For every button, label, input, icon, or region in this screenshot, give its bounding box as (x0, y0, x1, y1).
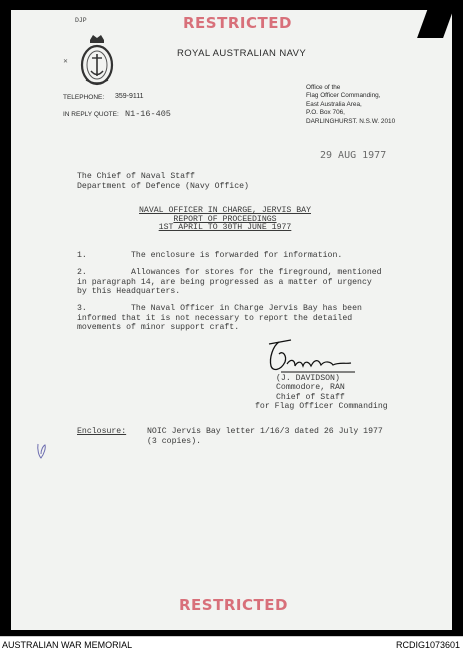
subject-line: NAVAL OFFICER IN CHARGE, JERVIS BAY (139, 206, 311, 215)
recipient-line: Department of Defence (Navy Office) (77, 181, 249, 191)
address-line: DARLINGHURST. N.S.W. 2010 (306, 117, 396, 125)
reply-quote-label: IN REPLY QUOTE: (63, 111, 119, 118)
paragraph-text: Allowances for stores for the fireground, mentioned (131, 268, 382, 277)
telephone-number: 359-9111 (115, 93, 144, 100)
organisation-name: ROYAL AUSTRALIAN NAVY (177, 48, 307, 59)
subject-line: REPORT OF PROCEEDINGS (173, 214, 277, 224)
footer-record-id: RCDIG1073601 (395, 640, 460, 650)
recipient-line: The Chief of Naval Staff (77, 172, 195, 181)
paragraph-text: in paragraph 14, are being progressed as a matter of urgency (77, 277, 372, 287)
footer-institution: AUSTRALIAN WAR MEMORIAL (2, 640, 133, 650)
telephone-label: TELEPHONE: (63, 94, 105, 101)
recipient-block (77, 172, 249, 191)
bottom-restricted-stamp: RESTRICTED (179, 596, 288, 614)
signatory-on-behalf: for Flag Officer Commanding (255, 402, 388, 412)
crest-mark-icon: ✕ (63, 59, 69, 65)
subject-line: 1ST APRIL TO 30TH JUNE 1977 (158, 223, 292, 233)
enclosure-text: (3 copies). (147, 436, 202, 446)
archive-footer (0, 636, 463, 654)
top-restricted-stamp: RESTRICTED (183, 14, 292, 32)
navy-crest-icon (77, 34, 117, 88)
paragraph-text: informed that it is not necessary to report the detailed (77, 313, 353, 323)
enclosure-text: NOIC Jervis Bay letter 1/16/3 dated 26 July 1977 (147, 427, 383, 436)
signatory-title: Chief of Staff (276, 392, 345, 402)
document-page (11, 10, 452, 630)
ref-initials: DJP (75, 17, 87, 24)
signature-block (255, 374, 388, 412)
address-line: P.O. Box 706, (306, 109, 345, 117)
address-line: East Australia Area, (306, 100, 362, 108)
paragraph-number: 3. (77, 304, 87, 313)
address-line: Flag Officer Commanding, (306, 92, 381, 100)
paragraph-text: The Naval Officer in Charge Jervis Bay has been (131, 304, 362, 313)
pencil-mark-icon (35, 442, 49, 460)
handwritten-signature (261, 336, 371, 378)
paragraph-number: 2. (77, 268, 87, 277)
office-address (306, 84, 395, 126)
address-line: Office of the (306, 84, 341, 91)
paragraph-text: by this Headquarters. (77, 287, 181, 296)
paragraph-text: The enclosure is forwarded for information. (131, 251, 343, 260)
paragraph-text: movements of minor support craft. (77, 323, 240, 332)
signatory-name: (J. DAVIDSON) (276, 374, 340, 383)
paragraph-number: 1. (77, 251, 87, 260)
date-stamp: 29 AUG 1977 (320, 150, 387, 161)
signatory-rank: Commodore, RAN (276, 383, 345, 393)
subject-heading (125, 207, 325, 233)
reply-quote-reference: N1-16-405 (125, 109, 171, 119)
enclosure-label: Enclosure: (77, 427, 127, 436)
